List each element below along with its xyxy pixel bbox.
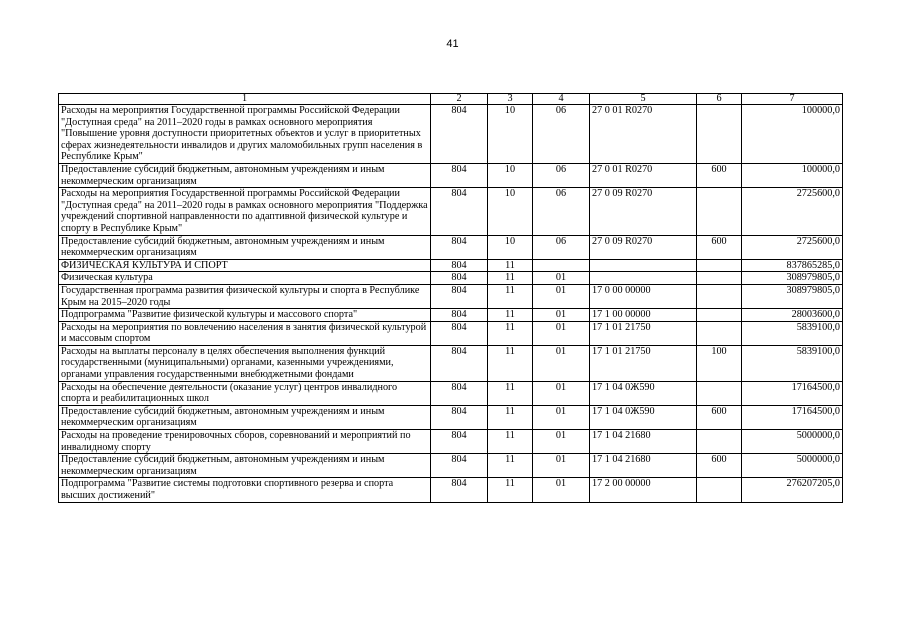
row-grbs: 804 xyxy=(431,454,488,478)
row-target-article: 17 1 00 00000 xyxy=(590,309,697,322)
row-target-article: 17 1 01 21750 xyxy=(590,321,697,345)
row-section: 11 xyxy=(488,454,533,478)
page-number: 41 xyxy=(446,38,459,50)
row-section: 11 xyxy=(488,259,533,272)
row-expense-type xyxy=(697,478,742,502)
row-target-article: 17 1 04 0Ж590 xyxy=(590,405,697,429)
row-target-article: 27 0 01 R0270 xyxy=(590,105,697,164)
column-header: 3 xyxy=(488,94,533,105)
row-name: Предоставление субсидий бюджетным, автономным учреждениям и иным некоммерческим организациям xyxy=(59,235,431,259)
row-amount: 5839100,0 xyxy=(742,321,843,345)
row-expense-type xyxy=(697,272,742,285)
row-expense-type: 600 xyxy=(697,235,742,259)
row-name: Физическая культура xyxy=(59,272,431,285)
row-name: Расходы на мероприятия Государственной программы Российской Федерации "Доступная среда" на 2011–2020 годы в рамках основного мероприятия "Повышение уровня доступности приоритетных объектов и услуг в приоритетных сферах жизнедеятельности инвалидов и других маломобильных групп населения в Республике Крым" xyxy=(59,105,431,164)
table-row xyxy=(59,284,843,308)
table-row xyxy=(59,188,843,235)
row-amount: 2725600,0 xyxy=(742,188,843,235)
row-name: Предоставление субсидий бюджетным, автономным учреждениям и иным некоммерческим организациям xyxy=(59,454,431,478)
row-grbs: 804 xyxy=(431,272,488,285)
budget-table xyxy=(58,93,843,503)
row-subsection: 01 xyxy=(533,454,590,478)
row-subsection xyxy=(533,259,590,272)
row-target-article: 27 0 09 R0270 xyxy=(590,235,697,259)
row-grbs: 804 xyxy=(431,188,488,235)
row-section: 11 xyxy=(488,309,533,322)
row-target-article: 27 0 09 R0270 xyxy=(590,188,697,235)
row-name: Предоставление субсидий бюджетным, автономным учреждениям и иным некоммерческим организациям xyxy=(59,163,431,187)
row-amount: 5000000,0 xyxy=(742,430,843,454)
row-target-article: 17 0 00 00000 xyxy=(590,284,697,308)
row-section: 10 xyxy=(488,163,533,187)
table-row xyxy=(59,163,843,187)
row-section: 11 xyxy=(488,478,533,502)
column-header: 4 xyxy=(533,94,590,105)
row-amount: 276207205,0 xyxy=(742,478,843,502)
row-expense-type: 100 xyxy=(697,345,742,381)
row-section: 11 xyxy=(488,405,533,429)
table-body xyxy=(59,105,843,503)
row-name: Предоставление субсидий бюджетным, автономным учреждениям и иным некоммерческим организациям xyxy=(59,405,431,429)
row-grbs: 804 xyxy=(431,105,488,164)
row-subsection: 01 xyxy=(533,272,590,285)
row-grbs: 804 xyxy=(431,284,488,308)
row-section: 11 xyxy=(488,430,533,454)
row-amount: 100000,0 xyxy=(742,163,843,187)
row-target-article: 17 2 00 00000 xyxy=(590,478,697,502)
row-expense-type xyxy=(697,430,742,454)
row-grbs: 804 xyxy=(431,405,488,429)
row-grbs: 804 xyxy=(431,381,488,405)
column-header: 5 xyxy=(590,94,697,105)
row-section: 11 xyxy=(488,272,533,285)
row-target-article: 17 1 04 21680 xyxy=(590,454,697,478)
row-target-article: 27 0 01 R0270 xyxy=(590,163,697,187)
row-amount: 5000000,0 xyxy=(742,454,843,478)
row-subsection: 01 xyxy=(533,478,590,502)
row-section: 10 xyxy=(488,188,533,235)
row-section: 11 xyxy=(488,284,533,308)
row-amount: 308979805,0 xyxy=(742,272,843,285)
row-subsection: 01 xyxy=(533,284,590,308)
row-grbs: 804 xyxy=(431,478,488,502)
row-section: 11 xyxy=(488,381,533,405)
row-name: ФИЗИЧЕСКАЯ КУЛЬТУРА И СПОРТ xyxy=(59,259,431,272)
row-amount: 2725600,0 xyxy=(742,235,843,259)
row-expense-type: 600 xyxy=(697,405,742,429)
row-expense-type: 600 xyxy=(697,454,742,478)
row-target-article: 17 1 01 21750 xyxy=(590,345,697,381)
header-row xyxy=(59,94,843,105)
row-name: Расходы на выплаты персоналу в целях обеспечения выполнения функций государственными (муниципальными) органами, казенными учреждениями, органами управления государственными внебюджетными фондами xyxy=(59,345,431,381)
row-section: 10 xyxy=(488,105,533,164)
row-name: Расходы на мероприятия Государственной программы Российской Федерации "Доступная среда" на 2011–2020 годы в рамках основного мероприятия "Поддержка учреждений спортивной направленности по адаптивной физической культуре и спорту в Республике Крым" xyxy=(59,188,431,235)
row-name: Расходы на проведение тренировочных сборов, соревнований и мероприятий по инвалидному спорту xyxy=(59,430,431,454)
table-row xyxy=(59,235,843,259)
row-target-article xyxy=(590,259,697,272)
row-expense-type xyxy=(697,259,742,272)
row-grbs: 804 xyxy=(431,259,488,272)
table-row xyxy=(59,272,843,285)
row-grbs: 804 xyxy=(431,345,488,381)
row-grbs: 804 xyxy=(431,309,488,322)
row-amount: 28003600,0 xyxy=(742,309,843,322)
row-subsection: 06 xyxy=(533,105,590,164)
row-expense-type xyxy=(697,309,742,322)
table-row xyxy=(59,381,843,405)
row-name: Подпрограмма "Развитие физической культуры и массового спорта" xyxy=(59,309,431,322)
row-name: Расходы на обеспечение деятельности (оказание услуг) центров инвалидного спорта и реабилитационных школ xyxy=(59,381,431,405)
row-section: 10 xyxy=(488,235,533,259)
row-subsection: 06 xyxy=(533,235,590,259)
row-target-article: 17 1 04 21680 xyxy=(590,430,697,454)
row-subsection: 01 xyxy=(533,309,590,322)
column-header: 2 xyxy=(431,94,488,105)
row-subsection: 06 xyxy=(533,163,590,187)
row-name: Подпрограмма "Развитие системы подготовки спортивного резерва и спорта высших достижений" xyxy=(59,478,431,502)
row-expense-type xyxy=(697,105,742,164)
row-target-article xyxy=(590,272,697,285)
table-row xyxy=(59,345,843,381)
row-target-article: 17 1 04 0Ж590 xyxy=(590,381,697,405)
row-expense-type xyxy=(697,188,742,235)
row-amount: 17164500,0 xyxy=(742,381,843,405)
row-grbs: 804 xyxy=(431,430,488,454)
table-row xyxy=(59,321,843,345)
row-expense-type xyxy=(697,284,742,308)
table-row xyxy=(59,454,843,478)
table-row xyxy=(59,309,843,322)
row-section: 11 xyxy=(488,321,533,345)
row-expense-type: 600 xyxy=(697,163,742,187)
row-subsection: 01 xyxy=(533,405,590,429)
row-amount: 5839100,0 xyxy=(742,345,843,381)
row-expense-type xyxy=(697,321,742,345)
row-grbs: 804 xyxy=(431,235,488,259)
row-subsection: 01 xyxy=(533,430,590,454)
table-row xyxy=(59,105,843,164)
table-row xyxy=(59,259,843,272)
row-grbs: 804 xyxy=(431,321,488,345)
row-name: Государственная программа развития физической культуры и спорта в Республике Крым на 2015–2020 годы xyxy=(59,284,431,308)
row-name: Расходы на мероприятия по вовлечению населения в занятия физической культурой и массовым спортом xyxy=(59,321,431,345)
row-amount: 308979805,0 xyxy=(742,284,843,308)
row-subsection: 01 xyxy=(533,381,590,405)
row-amount: 837865285,0 xyxy=(742,259,843,272)
column-header: 6 xyxy=(697,94,742,105)
row-amount: 100000,0 xyxy=(742,105,843,164)
column-header: 7 xyxy=(742,94,843,105)
row-subsection: 01 xyxy=(533,345,590,381)
row-amount: 17164500,0 xyxy=(742,405,843,429)
table-row xyxy=(59,405,843,429)
row-grbs: 804 xyxy=(431,163,488,187)
table-row xyxy=(59,430,843,454)
row-subsection: 06 xyxy=(533,188,590,235)
table-row xyxy=(59,478,843,502)
row-subsection: 01 xyxy=(533,321,590,345)
row-expense-type xyxy=(697,381,742,405)
column-header: 1 xyxy=(59,94,431,105)
row-section: 11 xyxy=(488,345,533,381)
